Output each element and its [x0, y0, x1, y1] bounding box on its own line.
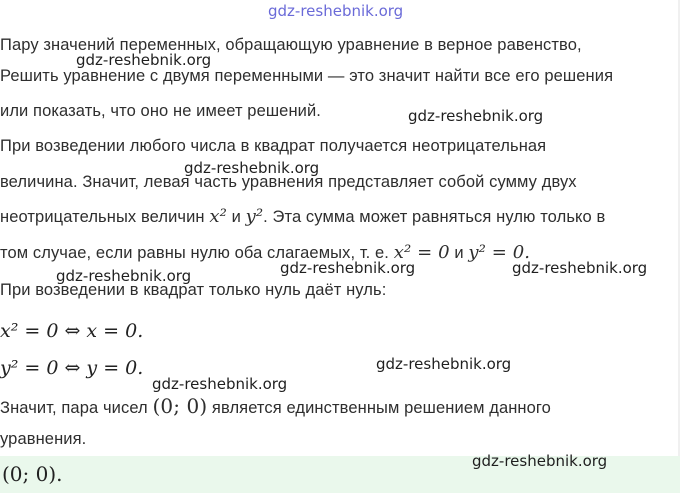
math-y-squared-eq-zero: y² = 0. [468, 242, 531, 263]
paragraph-line: Пару значений переменных, обращающую уравнение в верное равенство, [0, 36, 582, 54]
watermark: gdz-reshebnik.org [76, 51, 212, 69]
watermark: gdz-reshebnik.org [56, 267, 192, 285]
paragraph-line: величина. Значит, левая часть уравнения представляет собой сумму двух [0, 173, 577, 191]
paragraph-line [0, 206, 605, 227]
paragraph-line [0, 394, 551, 418]
paragraph-line: Решить уравнение с двумя переменными — это значит найти все его решения [0, 67, 614, 85]
text-run: неотрицательных величин [0, 208, 210, 226]
watermark: gdz-reshebnik.org [280, 259, 416, 277]
watermark: gdz-reshebnik.org [152, 375, 288, 393]
math-pair: (0; 0) [152, 394, 208, 418]
math-y-squared: y² [245, 206, 264, 227]
answer-text: (0; 0). [2, 462, 63, 486]
watermark: gdz-reshebnik.org [472, 452, 608, 470]
paragraph-line: уравнения. [0, 430, 87, 448]
watermark: gdz-reshebnik.org [376, 355, 512, 373]
paragraph-line: или показать, что оно не имеет решений. [0, 102, 321, 120]
math-x-squared-eq-zero: x² = 0 [393, 242, 450, 263]
watermark: gdz-reshebnik.org [512, 259, 648, 277]
text-run: Значит, пара чисел [0, 399, 153, 417]
equation-line: x² = 0 ⇔ x = 0. [0, 320, 144, 342]
text-run: и [449, 244, 469, 262]
text-run: и [226, 208, 246, 226]
paragraph-line: При возведении любого числа в квадрат получается неотрицательная [0, 137, 547, 155]
math-x-squared: x² [209, 206, 227, 227]
paragraph-line [0, 242, 530, 263]
watermark[interactable]: gdz-reshebnik.org [268, 2, 404, 20]
watermark: gdz-reshebnik.org [408, 107, 544, 125]
watermark: gdz-reshebnik.org [184, 159, 320, 177]
equation-line: y² = 0 ⇔ y = 0. [0, 357, 144, 379]
text-run: . Эта сумма может равняться нулю только в [263, 208, 606, 226]
paragraph-line: При возведении в квадрат только нуль даёт нуль: [0, 281, 387, 299]
text-run: является единственным решением данного [207, 399, 551, 417]
text-run: том случае, если равны нулю оба слагаемых, т. е. [0, 244, 394, 262]
